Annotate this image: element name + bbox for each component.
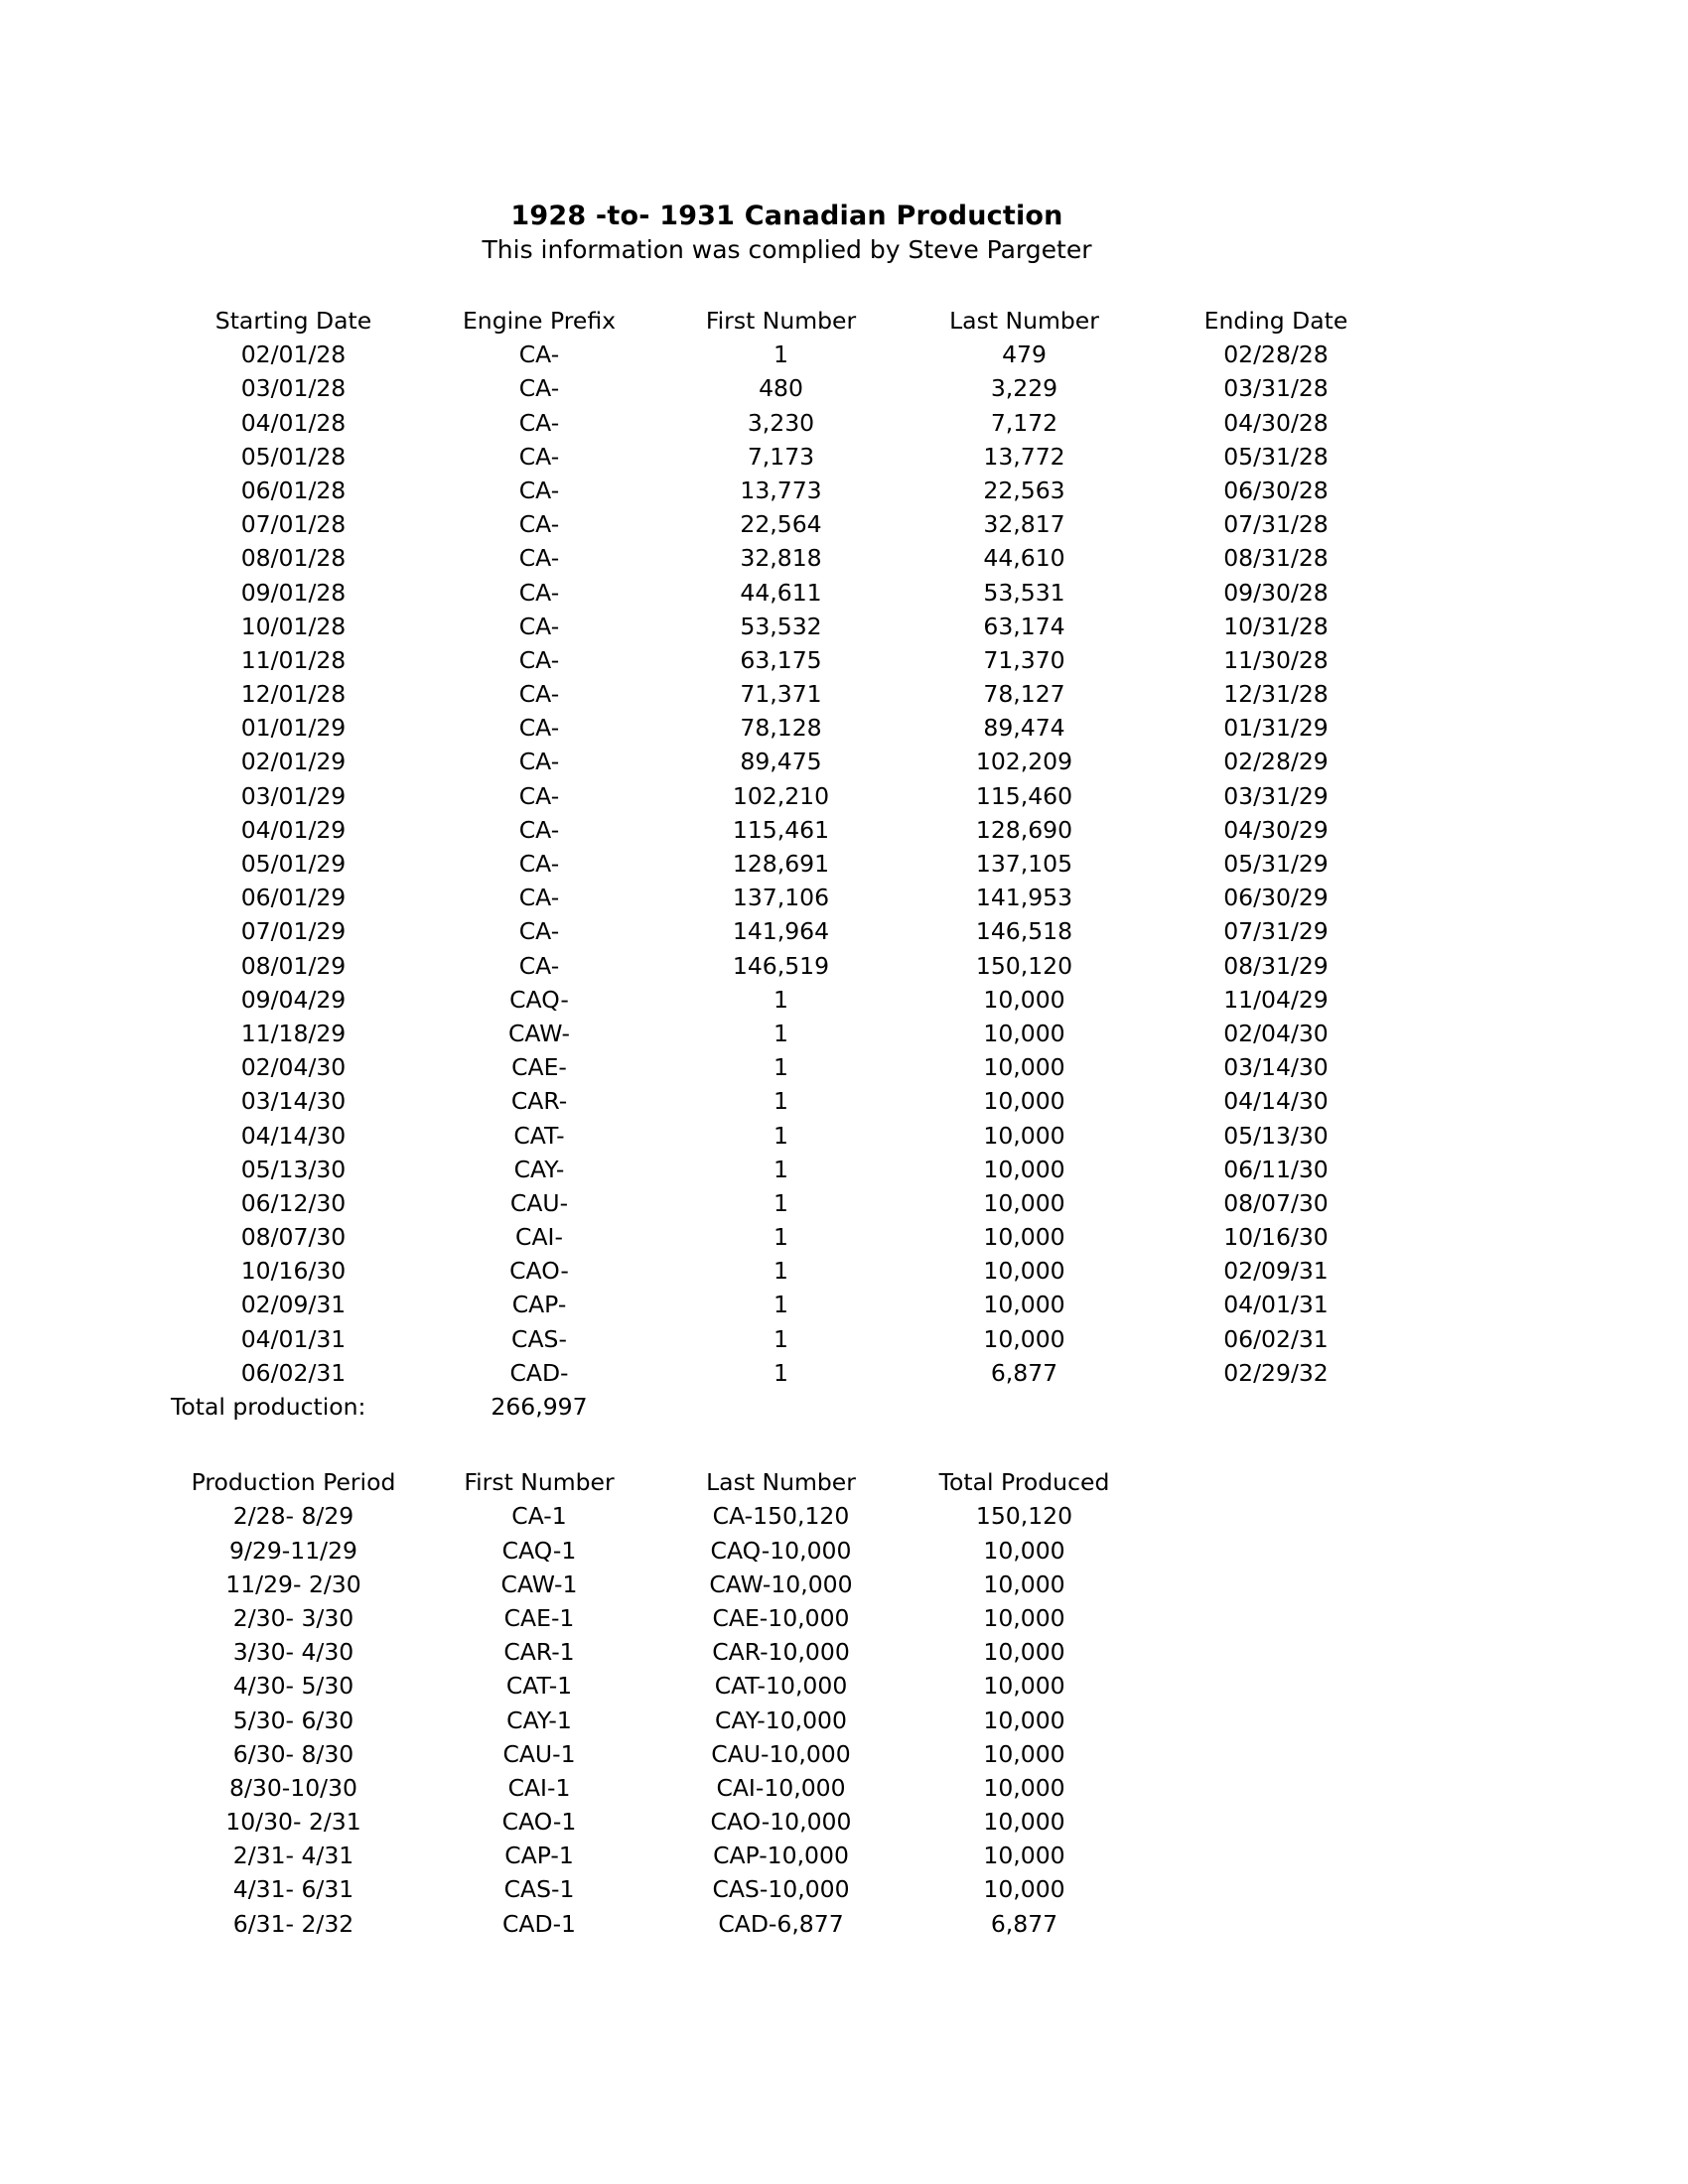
- starting-date-cell: 03/14/30: [240, 1087, 347, 1116]
- last-number-cell: CAY-10,000: [715, 1706, 847, 1734]
- engine-prefix-cell: CA-: [518, 781, 560, 810]
- engine-prefix-cell: CA-: [518, 850, 560, 878]
- total-produced-cell: 10,000: [983, 1536, 1065, 1565]
- first-number-cell: 22,564: [740, 510, 822, 539]
- last-number-cell: CAS-10,000: [712, 1875, 850, 1904]
- last-number-cell: CA-150,120: [712, 1502, 850, 1531]
- engine-prefix-cell: CA-: [518, 374, 560, 403]
- last-number-cell: 479: [1002, 341, 1047, 369]
- column-header-starting-date: Starting Date: [214, 307, 372, 335]
- first-number-cell: 32,818: [740, 544, 822, 573]
- engine-prefix-cell: CAO-: [509, 1257, 569, 1286]
- table-row: [169, 677, 1405, 711]
- production-table: [169, 304, 1405, 1424]
- starting-date-cell: 02/01/29: [240, 748, 347, 776]
- last-number-cell: 6,877: [990, 1358, 1058, 1387]
- last-number-cell: 128,690: [975, 815, 1073, 844]
- starting-date-cell: 09/01/28: [240, 578, 347, 607]
- first-number-cell: 141,964: [732, 917, 830, 946]
- production-period-cell: 3/30- 4/30: [232, 1638, 354, 1667]
- first-number-cell: CAS-1: [503, 1875, 575, 1904]
- summary-table-header-row: [169, 1465, 1405, 1499]
- production-period-cell: 6/30- 8/30: [232, 1739, 354, 1768]
- table-row: [169, 1534, 1405, 1568]
- last-number-cell: CAE-10,000: [712, 1603, 850, 1632]
- engine-prefix-cell: CA-: [518, 884, 560, 912]
- first-number-cell: 146,519: [732, 951, 830, 980]
- production-period-cell: 4/30- 5/30: [232, 1672, 354, 1701]
- ending-date-cell: 03/31/29: [1223, 781, 1329, 810]
- ending-date-cell: 08/31/28: [1223, 544, 1329, 573]
- ending-date-cell: 11/04/29: [1223, 985, 1329, 1014]
- first-number-cell: 1: [774, 1053, 788, 1082]
- starting-date-cell: 06/02/31: [240, 1358, 347, 1387]
- starting-date-cell: 08/07/30: [240, 1223, 347, 1252]
- engine-prefix-cell: CA-: [518, 578, 560, 607]
- engine-prefix-cell: CA-: [518, 748, 560, 776]
- first-number-cell: 1: [774, 1291, 788, 1319]
- total-produced-cell: 6,877: [990, 1909, 1058, 1938]
- first-number-cell: CA-1: [511, 1502, 567, 1531]
- ending-date-cell: 09/30/28: [1223, 578, 1329, 607]
- total-produced-cell: 10,000: [983, 1875, 1065, 1904]
- table-row: [169, 1704, 1405, 1737]
- engine-prefix-cell: CA-: [518, 510, 560, 539]
- first-number-cell: 44,611: [740, 578, 822, 607]
- table-row: [169, 813, 1405, 847]
- table-row: [169, 1737, 1405, 1771]
- summary-table: [169, 1465, 1405, 1941]
- starting-date-cell: 01/01/29: [240, 714, 347, 743]
- last-number-cell: 32,817: [983, 510, 1065, 539]
- engine-prefix-cell: CAQ-: [509, 985, 569, 1014]
- column-header-production-period: Production Period: [191, 1468, 396, 1497]
- table-row: [169, 914, 1405, 948]
- starting-date-cell: 10/01/28: [240, 612, 347, 640]
- starting-date-cell: 06/12/30: [240, 1188, 347, 1217]
- first-number-cell: 480: [759, 374, 803, 403]
- ending-date-cell: 05/13/30: [1223, 1121, 1329, 1150]
- ending-date-cell: 10/16/30: [1223, 1223, 1329, 1252]
- first-number-cell: 1: [774, 1188, 788, 1217]
- starting-date-cell: 11/18/29: [240, 1019, 347, 1047]
- starting-date-cell: 12/01/28: [240, 680, 347, 709]
- engine-prefix-cell: CA-: [518, 815, 560, 844]
- production-table-body: [169, 338, 1405, 1390]
- total-production-label: Total production:: [171, 1393, 366, 1421]
- column-header-ending-date: Ending Date: [1203, 307, 1348, 335]
- production-table-header-row: [169, 304, 1405, 338]
- table-row: [169, 1568, 1405, 1601]
- first-number-cell: 115,461: [732, 815, 830, 844]
- engine-prefix-cell: CA-: [518, 408, 560, 437]
- starting-date-cell: 09/04/29: [240, 985, 347, 1014]
- engine-prefix-cell: CA-: [518, 714, 560, 743]
- ending-date-cell: 07/31/29: [1223, 917, 1329, 946]
- last-number-cell: CAD-6,877: [718, 1909, 844, 1938]
- last-number-cell: 115,460: [975, 781, 1073, 810]
- last-number-cell: 3,229: [990, 374, 1058, 403]
- last-number-cell: 71,370: [983, 645, 1065, 674]
- last-number-cell: 150,120: [975, 951, 1073, 980]
- production-period-cell: 6/31- 2/32: [232, 1909, 354, 1938]
- column-header-last-number: Last Number: [706, 1468, 856, 1497]
- engine-prefix-cell: CAY-: [513, 1155, 565, 1183]
- ending-date-cell: 06/30/28: [1223, 476, 1329, 504]
- summary-table-body: [169, 1499, 1405, 1940]
- first-number-cell: CAR-1: [503, 1638, 575, 1667]
- ending-date-cell: 02/29/32: [1223, 1358, 1329, 1387]
- engine-prefix-cell: CA-: [518, 341, 560, 369]
- ending-date-cell: 02/28/28: [1223, 341, 1329, 369]
- page-subtitle: This information was complied by Steve Pargeter: [482, 235, 1092, 264]
- ending-date-cell: 03/31/28: [1223, 374, 1329, 403]
- last-number-cell: 10,000: [983, 1324, 1065, 1353]
- first-number-cell: CAE-1: [503, 1603, 575, 1632]
- last-number-cell: 22,563: [983, 476, 1065, 504]
- production-period-cell: 4/31- 6/31: [232, 1875, 354, 1904]
- starting-date-cell: 07/01/28: [240, 510, 347, 539]
- table-row: [169, 711, 1405, 745]
- starting-date-cell: 04/01/29: [240, 815, 347, 844]
- page-title: 1928 -to- 1931 Canadian Production: [510, 201, 1063, 231]
- total-produced-cell: 10,000: [983, 1638, 1065, 1667]
- first-number-cell: 1: [774, 1019, 788, 1047]
- table-row: [169, 1322, 1405, 1356]
- engine-prefix-cell: CA-: [518, 917, 560, 946]
- last-number-cell: 7,172: [990, 408, 1058, 437]
- last-number-cell: 10,000: [983, 1121, 1065, 1150]
- engine-prefix-cell: CAU-: [509, 1188, 569, 1217]
- total-production-row: [169, 1390, 1405, 1424]
- table-row: [169, 1771, 1405, 1805]
- engine-prefix-cell: CA-: [518, 645, 560, 674]
- last-number-cell: 53,531: [983, 578, 1065, 607]
- starting-date-cell: 02/04/30: [240, 1053, 347, 1082]
- starting-date-cell: 03/01/28: [240, 374, 347, 403]
- engine-prefix-cell: CAR-: [510, 1087, 568, 1116]
- engine-prefix-cell: CAD-: [509, 1358, 569, 1387]
- starting-date-cell: 11/01/28: [240, 645, 347, 674]
- total-produced-cell: 10,000: [983, 1603, 1065, 1632]
- ending-date-cell: 12/31/28: [1223, 680, 1329, 709]
- first-number-cell: 13,773: [740, 476, 822, 504]
- first-number-cell: CAD-1: [501, 1909, 576, 1938]
- ending-date-cell: 05/31/29: [1223, 850, 1329, 878]
- last-number-cell: 63,174: [983, 612, 1065, 640]
- starting-date-cell: 04/01/31: [240, 1324, 347, 1353]
- starting-date-cell: 08/01/29: [240, 951, 347, 980]
- first-number-cell: 1: [774, 1358, 788, 1387]
- engine-prefix-cell: CAW-: [508, 1019, 570, 1047]
- table-row: [169, 1254, 1405, 1288]
- last-number-cell: 10,000: [983, 1155, 1065, 1183]
- table-row: [169, 576, 1405, 610]
- last-number-cell: CAO-10,000: [710, 1808, 852, 1837]
- total-produced-cell: 10,000: [983, 1773, 1065, 1802]
- starting-date-cell: 10/16/30: [240, 1257, 347, 1286]
- first-number-cell: CAQ-1: [501, 1536, 577, 1565]
- first-number-cell: 3,230: [747, 408, 815, 437]
- first-number-cell: 71,371: [740, 680, 822, 709]
- last-number-cell: 13,772: [983, 442, 1065, 471]
- ending-date-cell: 07/31/28: [1223, 510, 1329, 539]
- production-period-cell: 2/28- 8/29: [232, 1502, 354, 1531]
- production-period-cell: 11/29- 2/30: [225, 1570, 361, 1598]
- table-row: [169, 1839, 1405, 1872]
- last-number-cell: 89,474: [983, 714, 1065, 743]
- table-row: [169, 847, 1405, 881]
- ending-date-cell: 06/02/31: [1223, 1324, 1329, 1353]
- first-number-cell: 1: [774, 1324, 788, 1353]
- ending-date-cell: 01/31/29: [1223, 714, 1329, 743]
- total-produced-cell: 10,000: [983, 1672, 1065, 1701]
- first-number-cell: 1: [774, 341, 788, 369]
- first-number-cell: 1: [774, 1155, 788, 1183]
- first-number-cell: 128,691: [732, 850, 830, 878]
- engine-prefix-cell: CAP-: [511, 1291, 567, 1319]
- last-number-cell: 10,000: [983, 1188, 1065, 1217]
- first-number-cell: 7,173: [747, 442, 815, 471]
- ending-date-cell: 02/09/31: [1223, 1257, 1329, 1286]
- starting-date-cell: 03/01/29: [240, 781, 347, 810]
- starting-date-cell: 05/13/30: [240, 1155, 347, 1183]
- total-produced-cell: 10,000: [983, 1706, 1065, 1734]
- table-row: [169, 1186, 1405, 1220]
- last-number-cell: 10,000: [983, 1257, 1065, 1286]
- starting-date-cell: 02/09/31: [240, 1291, 347, 1319]
- last-number-cell: 137,105: [975, 850, 1073, 878]
- ending-date-cell: 05/31/28: [1223, 442, 1329, 471]
- ending-date-cell: 03/14/30: [1223, 1053, 1329, 1082]
- production-period-cell: 2/31- 4/31: [232, 1842, 354, 1870]
- last-number-cell: 78,127: [983, 680, 1065, 709]
- production-period-cell: 2/30- 3/30: [232, 1603, 354, 1632]
- production-period-cell: 10/30- 2/31: [225, 1808, 361, 1837]
- engine-prefix-cell: CAI-: [515, 1223, 563, 1252]
- starting-date-cell: 06/01/29: [240, 884, 347, 912]
- starting-date-cell: 06/01/28: [240, 476, 347, 504]
- column-header-engine-prefix: Engine Prefix: [462, 307, 617, 335]
- table-row: [169, 1635, 1405, 1669]
- first-number-cell: 89,475: [740, 748, 822, 776]
- table-row: [169, 1084, 1405, 1118]
- ending-date-cell: 04/30/29: [1223, 815, 1329, 844]
- ending-date-cell: 08/31/29: [1223, 951, 1329, 980]
- ending-date-cell: 04/14/30: [1223, 1087, 1329, 1116]
- engine-prefix-cell: CA-: [518, 951, 560, 980]
- document-page: [169, 0, 1405, 1941]
- production-period-cell: 8/30-10/30: [229, 1773, 357, 1802]
- last-number-cell: 10,000: [983, 1053, 1065, 1082]
- last-number-cell: 10,000: [983, 1223, 1065, 1252]
- ending-date-cell: 10/31/28: [1223, 612, 1329, 640]
- first-number-cell: 63,175: [740, 645, 822, 674]
- table-row: [169, 1601, 1405, 1635]
- column-header-last-number: Last Number: [949, 307, 1099, 335]
- last-number-cell: CAQ-10,000: [710, 1536, 852, 1565]
- starting-date-cell: 05/01/29: [240, 850, 347, 878]
- ending-date-cell: 02/28/29: [1223, 748, 1329, 776]
- starting-date-cell: 08/01/28: [240, 544, 347, 573]
- table-row: [169, 1017, 1405, 1050]
- last-number-cell: 146,518: [975, 917, 1073, 946]
- table-row: [169, 610, 1405, 643]
- total-produced-cell: 10,000: [983, 1808, 1065, 1837]
- first-number-cell: 78,128: [740, 714, 822, 743]
- engine-prefix-cell: CAS-: [511, 1324, 567, 1353]
- engine-prefix-cell: CA-: [518, 476, 560, 504]
- first-number-cell: 1: [774, 1257, 788, 1286]
- first-number-cell: CAI-1: [507, 1773, 571, 1802]
- engine-prefix-cell: CAT-: [513, 1121, 565, 1150]
- starting-date-cell: 07/01/29: [240, 917, 347, 946]
- column-header-total-produced: Total Produced: [938, 1468, 1110, 1497]
- first-number-cell: CAY-1: [506, 1706, 572, 1734]
- table-row: [169, 1669, 1405, 1703]
- first-number-cell: CAT-1: [505, 1672, 573, 1701]
- table-row: [169, 1153, 1405, 1186]
- total-produced-cell: 10,000: [983, 1842, 1065, 1870]
- last-number-cell: 44,610: [983, 544, 1065, 573]
- last-number-cell: 102,209: [975, 748, 1073, 776]
- ending-date-cell: 06/30/29: [1223, 884, 1329, 912]
- first-number-cell: 102,210: [732, 781, 830, 810]
- table-row: [169, 1356, 1405, 1390]
- last-number-cell: 10,000: [983, 1087, 1065, 1116]
- first-number-cell: CAP-1: [504, 1842, 574, 1870]
- table-row: [169, 371, 1405, 405]
- starting-date-cell: 04/01/28: [240, 408, 347, 437]
- table-row: [169, 338, 1405, 371]
- first-number-cell: 1: [774, 1121, 788, 1150]
- first-number-cell: 1: [774, 1223, 788, 1252]
- engine-prefix-cell: CA-: [518, 680, 560, 709]
- last-number-cell: 10,000: [983, 1291, 1065, 1319]
- starting-date-cell: 04/14/30: [240, 1121, 347, 1150]
- total-produced-cell: 10,000: [983, 1739, 1065, 1768]
- engine-prefix-cell: CA-: [518, 544, 560, 573]
- last-number-cell: CAT-10,000: [714, 1672, 848, 1701]
- table-row: [169, 507, 1405, 541]
- table-row: [169, 983, 1405, 1017]
- starting-date-cell: 05/01/28: [240, 442, 347, 471]
- first-number-cell: 53,532: [740, 612, 822, 640]
- table-row: [169, 440, 1405, 474]
- table-row: [169, 541, 1405, 575]
- last-number-cell: 10,000: [983, 985, 1065, 1014]
- starting-date-cell: 02/01/28: [240, 341, 347, 369]
- first-number-cell: 1: [774, 985, 788, 1014]
- table-row: [169, 1499, 1405, 1533]
- first-number-cell: CAO-1: [501, 1808, 577, 1837]
- table-row: [169, 474, 1405, 507]
- table-row: [169, 1119, 1405, 1153]
- table-row: [169, 1872, 1405, 1906]
- engine-prefix-cell: CAE-: [511, 1053, 567, 1082]
- table-row: [169, 881, 1405, 914]
- ending-date-cell: 02/04/30: [1223, 1019, 1329, 1047]
- column-header-first-number: First Number: [464, 1468, 615, 1497]
- last-number-cell: 10,000: [983, 1019, 1065, 1047]
- first-number-cell: CAU-1: [502, 1739, 576, 1768]
- table-row: [169, 1805, 1405, 1839]
- table-row: [169, 1050, 1405, 1084]
- first-number-cell: 1: [774, 1087, 788, 1116]
- last-number-cell: CAW-10,000: [709, 1570, 853, 1598]
- total-produced-cell: 150,120: [975, 1502, 1073, 1531]
- ending-date-cell: 08/07/30: [1223, 1188, 1329, 1217]
- table-row: [169, 949, 1405, 983]
- production-period-cell: 9/29-11/29: [229, 1536, 357, 1565]
- table-row: [169, 779, 1405, 813]
- last-number-cell: CAR-10,000: [712, 1638, 850, 1667]
- engine-prefix-cell: CA-: [518, 442, 560, 471]
- total-produced-cell: 10,000: [983, 1570, 1065, 1598]
- first-number-cell: 137,106: [732, 884, 830, 912]
- last-number-cell: CAU-10,000: [711, 1739, 851, 1768]
- ending-date-cell: 11/30/28: [1223, 645, 1329, 674]
- first-number-cell: CAW-1: [500, 1570, 578, 1598]
- engine-prefix-cell: CA-: [518, 612, 560, 640]
- ending-date-cell: 04/01/31: [1223, 1291, 1329, 1319]
- table-row: [169, 1288, 1405, 1321]
- table-row: [169, 1220, 1405, 1254]
- table-row: [169, 406, 1405, 440]
- last-number-cell: 141,953: [975, 884, 1073, 912]
- total-production-value: 266,997: [491, 1393, 588, 1421]
- last-number-cell: CAP-10,000: [713, 1842, 849, 1870]
- table-row: [169, 1907, 1405, 1941]
- table-row: [169, 643, 1405, 677]
- production-period-cell: 5/30- 6/30: [232, 1706, 354, 1734]
- table-row: [169, 745, 1405, 778]
- last-number-cell: CAI-10,000: [716, 1773, 846, 1802]
- ending-date-cell: 04/30/28: [1223, 408, 1329, 437]
- column-header-first-number: First Number: [705, 307, 857, 335]
- ending-date-cell: 06/11/30: [1223, 1155, 1329, 1183]
